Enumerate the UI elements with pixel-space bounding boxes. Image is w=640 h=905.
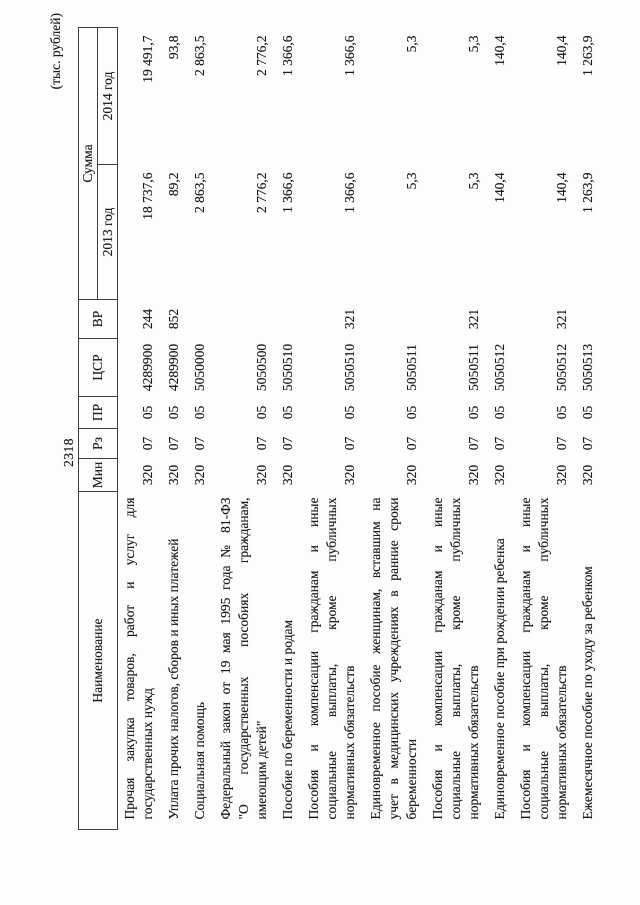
name-line: нормативных обязательств: [554, 665, 569, 820]
cell-name: [426, 492, 488, 830]
cell-y2013: 140,4: [554, 172, 569, 203]
cell-csr: 5050513: [580, 343, 595, 392]
name-line: государственных нужд: [140, 688, 155, 820]
cell-csr: 5050511: [404, 344, 419, 391]
cell-vr: 321: [554, 308, 569, 330]
name-line: Пособия и компенсации гражданам и иные: [430, 497, 445, 820]
name-line: социальные выплаты, кроме публичных: [324, 497, 339, 820]
name-line: Федеральный закон от 19 мая 1995 года № 81-ФЗ: [218, 497, 233, 820]
cell-min: 320: [254, 464, 269, 486]
table-row: [118, 27, 163, 829]
cell-pr: 05: [492, 405, 507, 420]
cell-name: [188, 492, 214, 830]
name-line: Пособие по беременности и родам: [280, 620, 295, 820]
cell-y2014: 1 366,6: [342, 35, 357, 76]
cell-rz: 07: [466, 436, 481, 451]
header-min: Мин: [79, 459, 118, 492]
cell-name: [364, 492, 426, 830]
name-line: нормативных обязательств: [342, 665, 357, 820]
cell-y2014: 140,4: [492, 35, 507, 66]
table-row: [514, 27, 576, 829]
cell-rz: 07: [192, 436, 207, 451]
cell-csr: 5050512: [554, 343, 569, 392]
cell-y2013: 89,2: [166, 172, 181, 197]
cell-y2013: 140,4: [492, 172, 507, 203]
cell-y2014: 1 263,9: [580, 35, 595, 76]
cell-vr: [364, 300, 426, 339]
cell-name: [276, 492, 302, 830]
cell-name: [488, 492, 514, 830]
cell-name: [118, 492, 163, 830]
cell-vr: [576, 300, 602, 339]
cell-pr: 05: [404, 405, 419, 420]
cell-y2013: 1 263,9: [580, 172, 595, 213]
cell-y2013: 1 366,6: [342, 172, 357, 213]
table-body: [118, 27, 603, 829]
cell-pr: 05: [192, 405, 207, 420]
cell-y2013: 5,3: [404, 172, 419, 190]
cell-y2014: 93,8: [166, 35, 181, 60]
name-line: Единовременное пособие женщинам, вставшим на: [368, 497, 383, 820]
cell-y2013: 18 737,6: [140, 172, 155, 220]
table-header: [79, 27, 118, 829]
cell-y2014: 19 491,7: [140, 35, 155, 83]
header-name: Наименование: [79, 492, 118, 830]
name-line: Пособия и компенсации гражданам и иные: [306, 497, 321, 820]
name-line: Ежемесячное пособие по уходу за ребенком: [580, 566, 595, 820]
header-year-2014: 2014 год: [98, 27, 118, 164]
name-line: Единовременное пособие при рождении ребенка: [492, 538, 507, 820]
cell-min: 320: [140, 464, 155, 486]
cell-rz: 07: [404, 436, 419, 451]
cell-pr: 05: [140, 405, 155, 420]
header-pr: ПР: [79, 397, 118, 429]
cell-min: 320: [466, 464, 481, 486]
units-note: (тыс. рублей): [48, 13, 63, 90]
cell-csr: 5050000: [192, 343, 207, 392]
cell-csr: 4289900: [140, 343, 155, 392]
header-year-2013: 2013 год: [98, 165, 118, 300]
cell-name: [302, 492, 364, 830]
cell-name: [162, 492, 188, 830]
cell-min: 320: [580, 464, 595, 486]
cell-pr: 05: [554, 405, 569, 420]
cell-rz: 07: [554, 436, 569, 451]
cell-csr: 5050511: [466, 344, 481, 391]
table-row: [188, 27, 214, 829]
cell-csr: 5050512: [492, 343, 507, 392]
name-line: беременности: [404, 738, 419, 820]
cell-csr: 5050510: [280, 343, 295, 392]
cell-vr: [488, 300, 514, 339]
cell-csr: 5050500: [254, 343, 269, 392]
table-row: [426, 27, 488, 829]
cell-vr: 852: [166, 308, 181, 330]
table-row: [364, 27, 426, 829]
cell-rz: 07: [342, 436, 357, 451]
cell-rz: 07: [280, 436, 295, 451]
cell-vr: 321: [466, 308, 481, 330]
name-line: Прочая закупка товаров, работ и услуг для: [122, 497, 137, 820]
name-line: "О государственных пособиях гражданам,: [236, 497, 251, 820]
cell-min: 320: [492, 464, 507, 486]
cell-y2013: 2 776,2: [254, 172, 269, 213]
cell-pr: 05: [254, 405, 269, 420]
name-line: учет в медицинских учреждениях в ранние сроки: [386, 497, 401, 820]
cell-rz: 07: [140, 436, 155, 451]
cell-y2014: 2 863,5: [192, 35, 207, 76]
table-row: [488, 27, 514, 829]
cell-name: [514, 492, 576, 830]
cell-csr: 5050510: [342, 343, 357, 392]
cell-pr: 05: [166, 405, 181, 420]
budget-table: [78, 27, 602, 830]
cell-min: 320: [404, 464, 419, 486]
cell-vr: [276, 300, 302, 339]
cell-name: [576, 492, 602, 830]
cell-rz: 07: [166, 436, 181, 451]
cell-y2013: 1 366,6: [280, 172, 295, 213]
cell-y2014: 140,4: [554, 35, 569, 66]
cell-min: 320: [166, 464, 181, 486]
cell-pr: 05: [280, 405, 295, 420]
cell-vr: 244: [140, 308, 155, 330]
header-summa: Сумма: [79, 27, 98, 299]
cell-rz: 07: [254, 436, 269, 451]
cell-vr: [214, 300, 276, 339]
table-row: [162, 27, 188, 829]
cell-y2014: 5,3: [404, 35, 419, 53]
cell-y2014: 5,3: [466, 35, 481, 53]
name-line: нормативных обязательств: [466, 665, 481, 820]
header-rz: Рз: [79, 429, 118, 459]
name-line: социальные выплаты, кроме публичных: [536, 497, 551, 820]
cell-rz: 07: [580, 436, 595, 451]
cell-pr: 05: [466, 405, 481, 420]
table-row: [576, 27, 602, 829]
page-number: 2318: [61, 438, 76, 467]
table-row: [302, 27, 364, 829]
cell-pr: 05: [342, 405, 357, 420]
name-line: Пособия и компенсации гражданам и иные: [518, 497, 533, 820]
header-csr: ЦСР: [79, 339, 118, 397]
cell-min: 320: [192, 464, 207, 486]
name-line: имеющим детей": [254, 720, 269, 820]
cell-y2014: 2 776,2: [254, 35, 269, 76]
cell-y2014: 1 366,6: [280, 35, 295, 76]
table-row: [214, 27, 276, 829]
header-row-top: [79, 27, 98, 829]
cell-min: 320: [554, 464, 569, 486]
name-line: Социальная помощь: [192, 701, 207, 820]
cell-y2013: 2 863,5: [192, 172, 207, 213]
cell-y2013: 5,3: [466, 172, 481, 190]
name-line: социальные выплаты, кроме публичных: [448, 497, 463, 820]
cell-min: 320: [280, 464, 295, 486]
cell-rz: 07: [492, 436, 507, 451]
cell-vr: [188, 300, 214, 339]
table-row: [276, 27, 302, 829]
cell-csr: 4289900: [166, 343, 181, 392]
cell-pr: 05: [580, 405, 595, 420]
name-line: Уплата прочих налогов, сборов и иных платежей: [166, 538, 181, 820]
cell-vr: 321: [342, 308, 357, 330]
cell-name: [214, 492, 276, 830]
cell-min: 320: [342, 464, 357, 486]
header-vr: ВР: [79, 300, 118, 339]
